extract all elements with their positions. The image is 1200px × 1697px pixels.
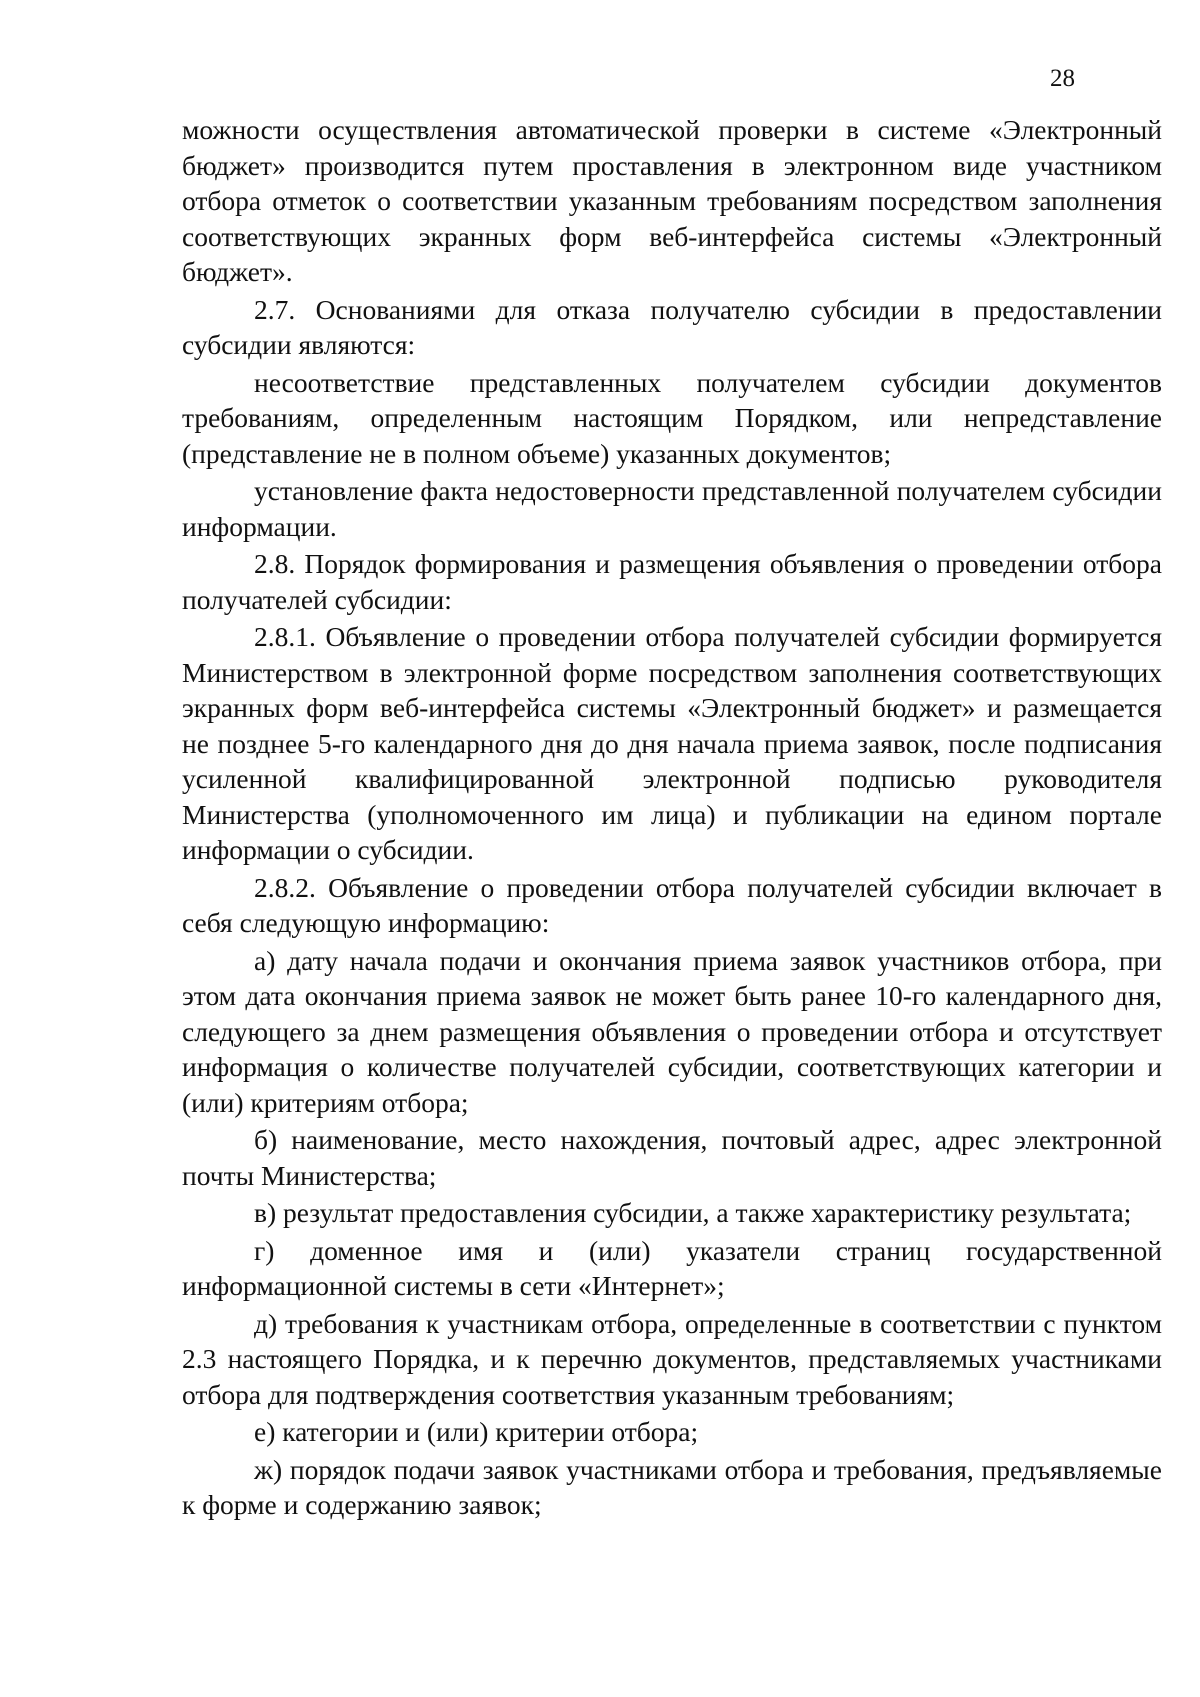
document-body bbox=[182, 112, 1162, 1525]
list-item-a: а) дату начала подачи и окончания приема заявок участников отбора, при этом дата окончания приема заявок не может быть ранее 10-го календарного дня, следующего за днем размещения объявления о проведении отбора и отсутствует информация о количестве получателей субсидии, соответствующих категории и (или) критериям отбора; bbox=[182, 944, 1162, 1118]
paragraph-continuation: можности осуществления автоматической проверки в системе «Электронный бюджет» производится путем проставления в электронном виде участником отбора отметок о соответствии указанным требованиям посредством заполнения соответствующих экранных форм веб-интерфейса системы «Электронный бюджет». bbox=[182, 114, 1162, 287]
list-item-e: е) категории и (или) критерии отбора; bbox=[254, 1416, 699, 1447]
list-item-g: г) доменное имя и (или) указатели страниц государственной информационной системы в сети «Интернет»; bbox=[182, 1234, 1162, 1301]
list-item-v: в) результат предоставления субсидии, а также характеристику результата; bbox=[254, 1197, 1132, 1228]
paragraph-2-8-2: 2.8.2. Объявление о проведении отбора получателей субсидии включает в себя следующую информацию: bbox=[182, 871, 1162, 938]
paragraph-refusal-ground-1: несоответствие представленных получателем субсидии документов требованиям, определенным настоящим Порядком, или непредставление (представление не в полном объеме) указанных документов; bbox=[182, 366, 1162, 469]
list-item-d: д) требования к участникам отбора, определенные в соответствии с пунктом 2.3 настоящего Порядка, и к перечню документов, представляемых участниками отбора для подтверждения соответствия указанным требованиям; bbox=[182, 1307, 1162, 1410]
list-item-zh: ж) порядок подачи заявок участниками отбора и требования, предъявляемые к форме и содержанию заявок; bbox=[182, 1453, 1162, 1520]
paragraph-2-8-1: 2.8.1. Объявление о проведении отбора получателей субсидии формируется Министерством в электронной форме посредством заполнения соответствующих экранных форм веб-интерфейса системы «Электронный бюджет» и размещается не позднее 5-го календарного дня до дня начала приема заявок, после подписания усиленной квалифицированной электронной подписью руководителя Министерства (уполномоченного им лица) и публикации на едином портале информации о субсидии. bbox=[182, 621, 1162, 865]
paragraph-2-7: 2.7. Основаниями для отказа получателю субсидии в предоставлении субсидии являются: bbox=[182, 293, 1162, 360]
list-item-b: б) наименование, место нахождения, почтовый адрес, адрес электронной почты Министерства; bbox=[182, 1124, 1162, 1191]
paragraph-refusal-ground-2: установление факта недостоверности представленной получателем субсидии информации. bbox=[182, 475, 1162, 542]
paragraph-2-8: 2.8. Порядок формирования и размещения объявления о проведении отбора получателей субсидии: bbox=[182, 548, 1162, 615]
page-number: 28 bbox=[1050, 65, 1075, 92]
